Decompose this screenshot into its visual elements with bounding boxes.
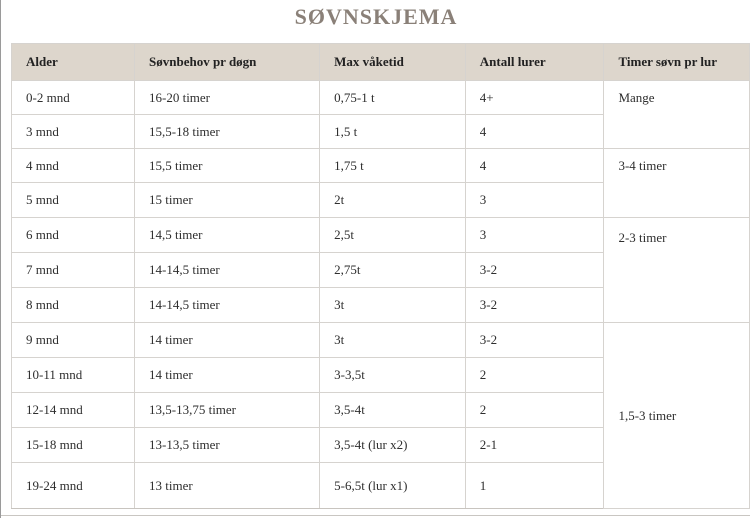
- cell-age: 5 mnd: [12, 183, 135, 218]
- cell-age: 10-11 mnd: [12, 358, 135, 393]
- cell-age: 4 mnd: [12, 149, 135, 183]
- cell-sleep-need: 14 timer: [135, 358, 320, 393]
- cell-naps: 2: [465, 393, 604, 428]
- cell-max-awake: 2,5t: [320, 218, 466, 253]
- cell-age: 12-14 mnd: [12, 393, 135, 428]
- cell-age: 15-18 mnd: [12, 428, 135, 463]
- cell-max-awake: 3,5-4t: [320, 393, 466, 428]
- cell-naps: 4: [465, 115, 604, 149]
- cell-max-awake: 3,5-4t (lur x2): [320, 428, 466, 463]
- cell-sleep-need: 13 timer: [135, 463, 320, 509]
- header-max-awake: Max våketid: [320, 44, 466, 81]
- sleep-schedule-table: [11, 43, 750, 509]
- cell-age: 9 mnd: [12, 323, 135, 358]
- table-row: [12, 149, 750, 183]
- header-nap-hours: Timer søvn pr lur: [604, 44, 750, 81]
- cell-sleep-need: 13,5-13,75 timer: [135, 393, 320, 428]
- cell-naps: 2-1: [465, 428, 604, 463]
- cell-age: 7 mnd: [12, 253, 135, 288]
- cell-nap-hours: 1,5-3 timer: [604, 323, 750, 509]
- cell-max-awake: 2t: [320, 183, 466, 218]
- cell-max-awake: 3t: [320, 288, 466, 323]
- cell-sleep-need: 13-13,5 timer: [135, 428, 320, 463]
- cell-max-awake: 5-6,5t (lur x1): [320, 463, 466, 509]
- cell-naps: 3-2: [465, 323, 604, 358]
- table-row: [12, 81, 750, 115]
- cell-max-awake: 3t: [320, 323, 466, 358]
- cell-max-awake: 2,75t: [320, 253, 466, 288]
- cell-sleep-need: 15,5 timer: [135, 149, 320, 183]
- table-row: [12, 323, 750, 358]
- header-age: Alder: [12, 44, 135, 81]
- cell-naps: 2: [465, 358, 604, 393]
- cell-max-awake: 1,5 t: [320, 115, 466, 149]
- cell-age: 0-2 mnd: [12, 81, 135, 115]
- cell-naps: 3-2: [465, 288, 604, 323]
- cell-sleep-need: 14-14,5 timer: [135, 253, 320, 288]
- cell-sleep-need: 14-14,5 timer: [135, 288, 320, 323]
- cell-sleep-need: 14,5 timer: [135, 218, 320, 253]
- cell-max-awake: 3-3,5t: [320, 358, 466, 393]
- cell-age: 8 mnd: [12, 288, 135, 323]
- cell-naps: 1: [465, 463, 604, 509]
- header-naps: Antall lurer: [465, 44, 604, 81]
- cell-naps: 3-2: [465, 253, 604, 288]
- cell-sleep-need: 15,5-18 timer: [135, 115, 320, 149]
- cell-naps: 3: [465, 183, 604, 218]
- cell-sleep-need: 16-20 timer: [135, 81, 320, 115]
- cell-nap-hours: 3-4 timer: [604, 149, 750, 218]
- cell-nap-hours: 2-3 timer: [604, 218, 750, 323]
- cell-naps: 3: [465, 218, 604, 253]
- cell-max-awake: 1,75 t: [320, 149, 466, 183]
- page-title: SØVNSKJEMA: [294, 4, 458, 29]
- cell-sleep-need: 15 timer: [135, 183, 320, 218]
- cell-sleep-need: 14 timer: [135, 323, 320, 358]
- table-header-row: [12, 44, 750, 81]
- cell-naps: 4: [465, 149, 604, 183]
- cell-age: 19-24 mnd: [12, 463, 135, 509]
- table-row: [12, 218, 750, 253]
- header-sleep-need: Søvnbehov pr døgn: [135, 44, 320, 81]
- cell-age: 6 mnd: [12, 218, 135, 253]
- cell-nap-hours: Mange: [604, 81, 750, 149]
- cell-age: 3 mnd: [12, 115, 135, 149]
- cell-max-awake: 0,75-1 t: [320, 81, 466, 115]
- bottom-divider: [1, 515, 750, 516]
- cell-naps: 4+: [465, 81, 604, 115]
